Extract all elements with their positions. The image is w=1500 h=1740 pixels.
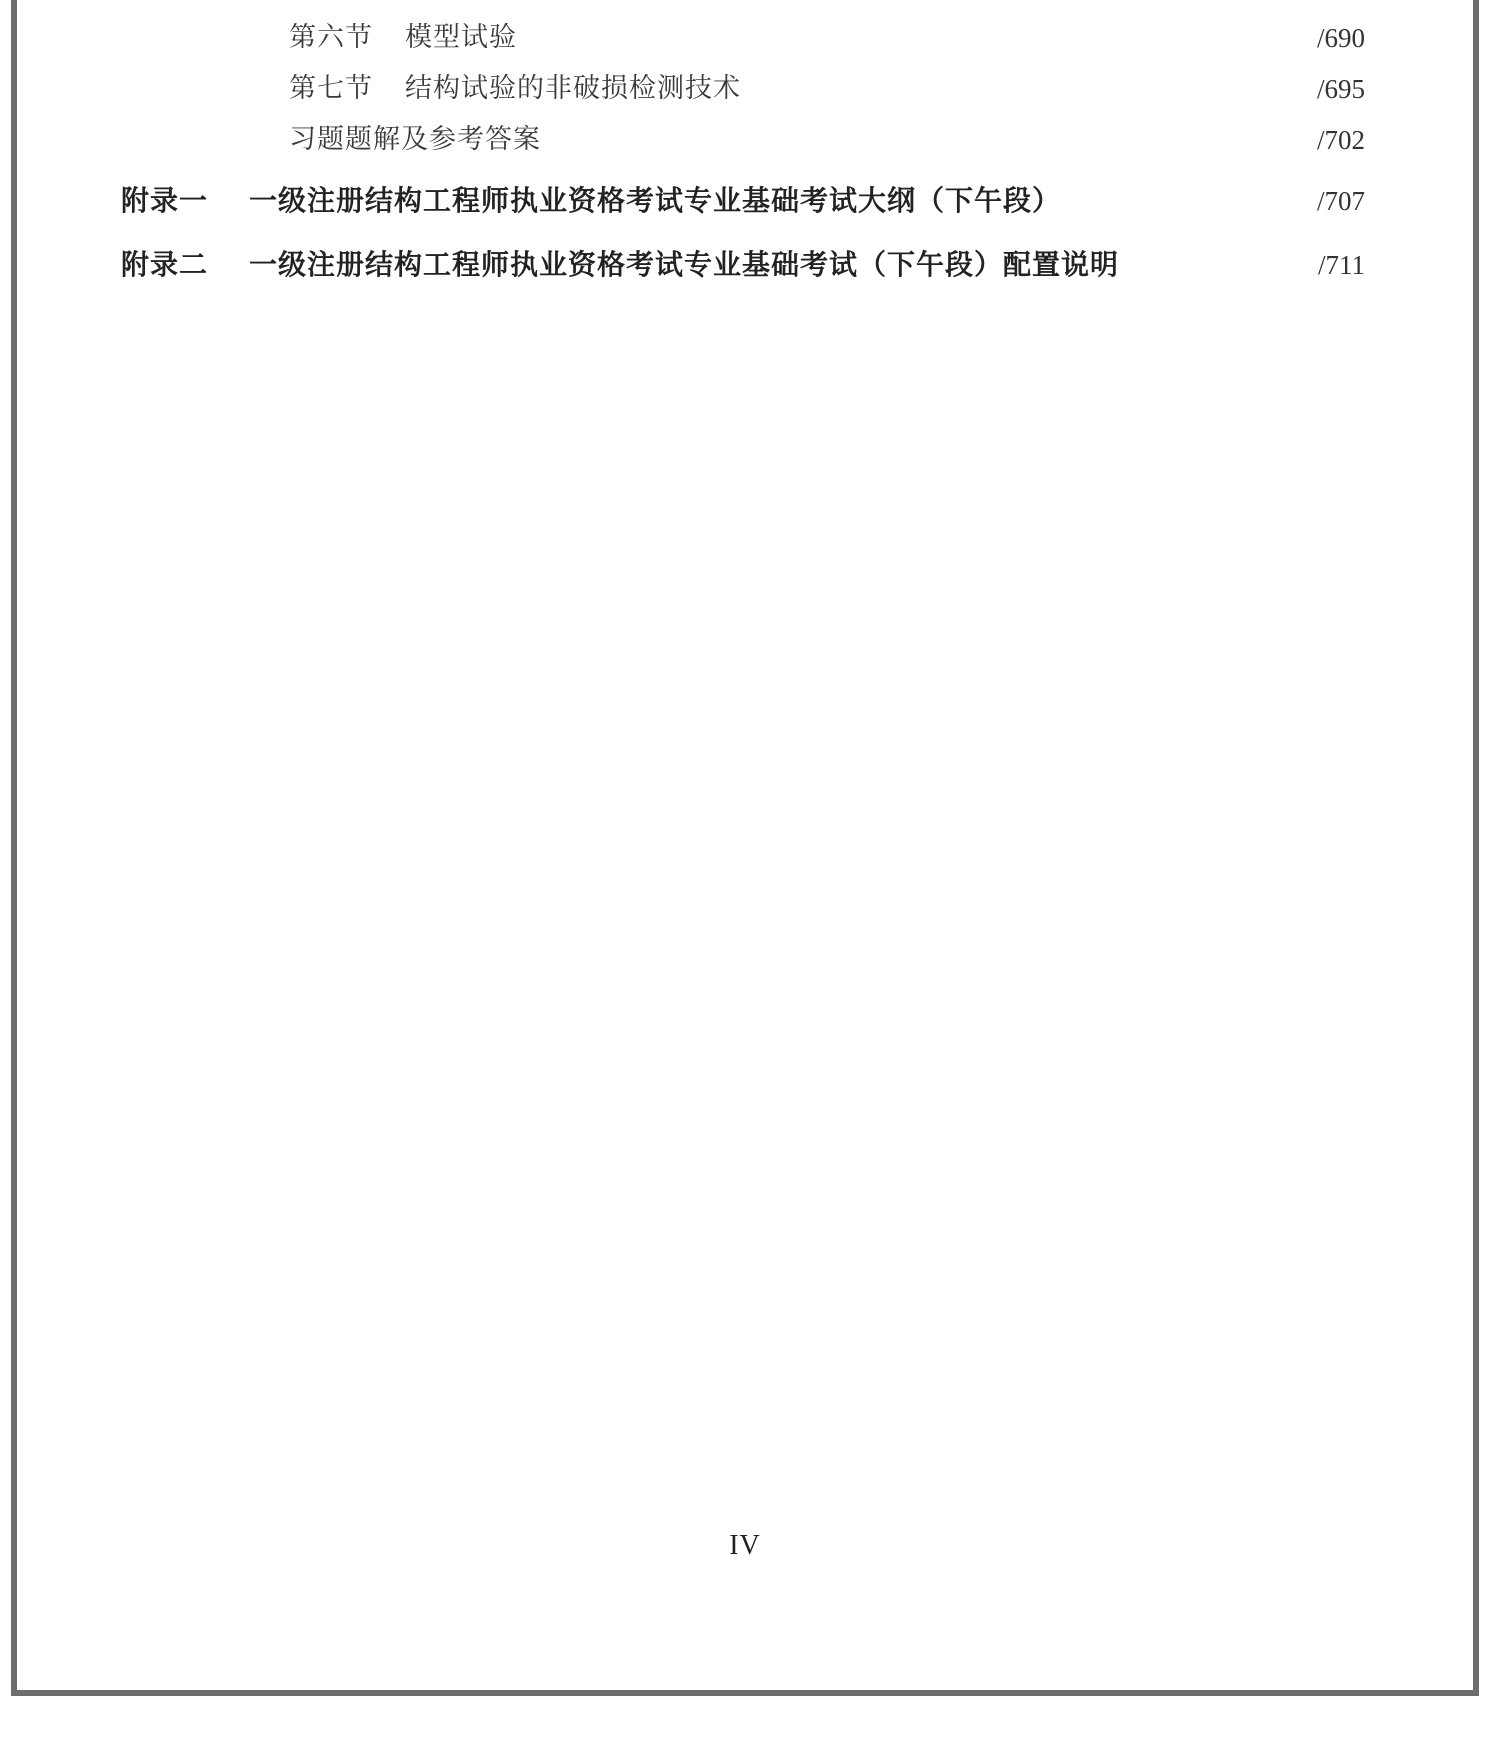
toc-entry-number: 第七节 — [289, 73, 373, 104]
toc-entry-title: 一级注册结构工程师执业资格考试专业基础考试（下午段）配置说明 — [249, 248, 1120, 281]
toc-entry-section-6[interactable] — [17, 18, 1473, 58]
toc-entry-title: 一级注册结构工程师执业资格考试专业基础考试大纲（下午段） — [249, 184, 1062, 217]
toc-entry-page: /702 — [1316, 125, 1365, 155]
page-number: IV — [729, 1530, 761, 1561]
toc-entry-page: /690 — [1316, 23, 1365, 53]
toc-entry-appendix-1[interactable] — [17, 181, 1473, 221]
toc-entry-appendix-2[interactable] — [17, 245, 1473, 285]
toc-entry-page: /695 — [1316, 74, 1365, 104]
toc-entry-page: /707 — [1316, 186, 1365, 216]
toc-entry-exercises[interactable] — [17, 120, 1473, 160]
toc-entry-page: /711 — [1318, 250, 1365, 280]
toc-entry-title: 结构试验的非破损检测技术 — [405, 73, 741, 104]
toc-entry-number: 第六节 — [289, 22, 373, 53]
toc-entry-section-7[interactable] — [17, 69, 1473, 109]
document-page — [11, 0, 1479, 1696]
toc-entry-title: 习题题解及参考答案 — [289, 124, 541, 155]
toc-entry-number: 附录一 — [121, 184, 209, 217]
toc-entry-title: 模型试验 — [405, 22, 517, 53]
toc-entry-number: 附录二 — [121, 248, 209, 281]
